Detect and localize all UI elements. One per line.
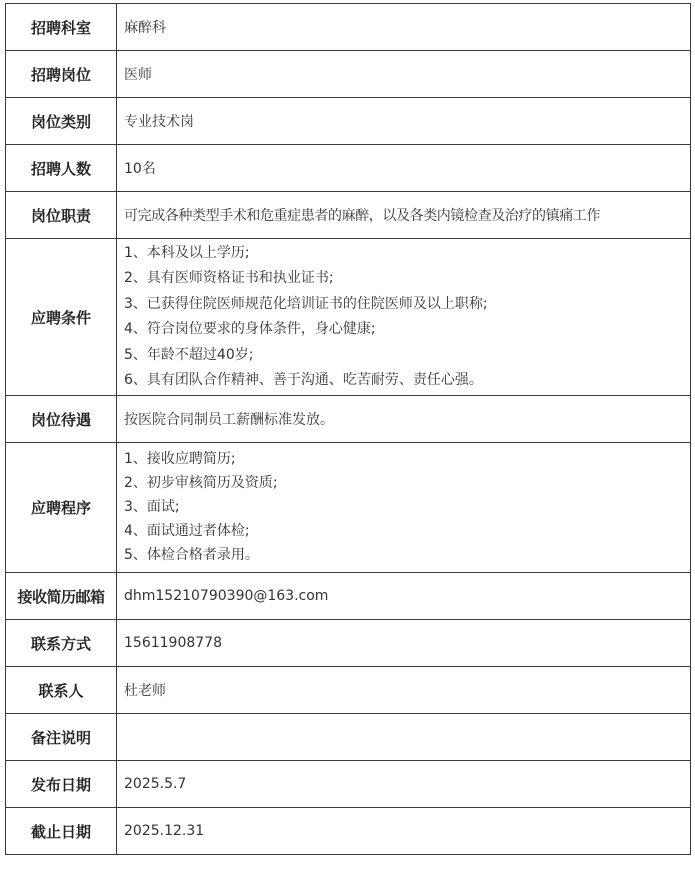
contact-value: 杜老师 [117,667,691,714]
contact-label: 联系人 [6,667,117,714]
requirement-item: 4、符合岗位要求的身体条件，身心健康; [124,321,376,338]
benefits-label: 岗位待遇 [6,396,117,443]
position-label: 招聘岗位 [6,51,117,98]
row-remarks [6,714,691,761]
row-duties [6,192,691,239]
row-procedure [6,443,691,573]
requirement-item: 6、具有团队合作精神、善于沟通、吃苦耐劳、责任心强。 [124,371,483,388]
row-requirements [6,239,691,396]
requirement-item: 3、已获得住院医师规范化培训证书的住院医师及以上职称; [124,295,488,312]
procedure-item: 2、初步审核简历及资质; [124,475,278,492]
benefits-value: 按医院合同制员工薪酬标准发放。 [117,396,691,443]
row-email [6,573,691,620]
headcount-label: 招聘人数 [6,145,117,192]
phone-label: 联系方式 [6,620,117,667]
procedure-item: 3、面试; [124,498,180,515]
email-value: dhm15210790390@163.com [117,573,691,620]
remarks-label: 备注说明 [6,714,117,761]
duties-value: 可完成各种类型手术和危重症患者的麻醉，以及各类内镜检查及治疗的镇痛工作 [117,192,691,239]
requirement-item: 5、年龄不超过40岁; [124,346,254,363]
duties-label: 岗位职责 [6,192,117,239]
remarks-value [117,714,691,761]
publish-date-label: 发布日期 [6,761,117,808]
row-headcount [6,145,691,192]
deadline-value: 2025.12.31 [117,808,691,855]
procedure-item: 4、面试通过者体检; [124,522,250,539]
category-value: 专业技术岗 [117,98,691,145]
row-contact [6,667,691,714]
position-value: 医师 [117,51,691,98]
publish-date-value: 2025.5.7 [117,761,691,808]
phone-value: 15611908778 [117,620,691,667]
procedure-item: 5、体检合格者录用。 [124,546,259,563]
requirement-item: 2、具有医师资格证书和执业证书; [124,270,334,287]
department-label: 招聘科室 [6,4,117,51]
row-benefits [6,396,691,443]
row-publish-date [6,761,691,808]
requirements-list [117,239,691,396]
headcount-value: 10名 [117,145,691,192]
row-category [6,98,691,145]
row-department [6,4,691,51]
procedure-label: 应聘程序 [6,443,117,573]
email-label: 接收简历邮箱 [6,573,117,620]
row-deadline [6,808,691,855]
requirement-item: 1、本科及以上学历; [124,245,250,261]
row-position [6,51,691,98]
procedure-item: 1、接收应聘简历; [124,451,236,468]
requirements-label: 应聘条件 [6,239,117,396]
deadline-label: 截止日期 [6,808,117,855]
procedure-list [117,443,691,573]
recruitment-table [5,3,691,855]
category-label: 岗位类别 [6,98,117,145]
row-phone [6,620,691,667]
department-value: 麻醉科 [117,4,691,51]
